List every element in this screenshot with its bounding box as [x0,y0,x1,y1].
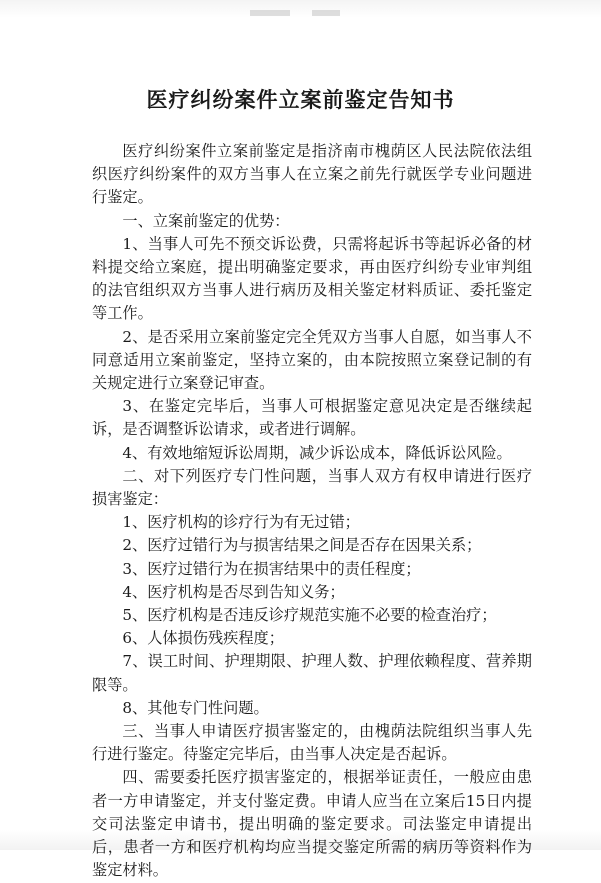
scan-header-marks [250,10,360,20]
intro-paragraph: 医疗纠纷案件立案前鉴定是指济南市槐荫区人民法院依法组织医疗纠纷案件的双方当事人在立案之前先行就医学专业问题进行鉴定。 [92,142,532,207]
list-item: 1、医疗机构的诊疗行为有无过错； [122,513,360,532]
list-item: 2、是否采用立案前鉴定完全凭双方当事人自愿，如当事人不同意适用立案前鉴定，坚持立案的，由本院按照立案登记制的有关规定进行立案登记审查。 [92,327,532,393]
document-body [92,140,532,883]
list-item: 3、医疗过错行为在损害结果中的责任程度； [122,559,421,578]
list-item: 4、医疗机构是否尽到告知义务； [122,582,345,601]
list-item: 2、医疗过错行为与损害结果之间是否存在因果关系； [122,536,482,555]
list-item: 5、医疗机构是否违反诊疗规范实施不必要的检查治疗； [122,606,497,625]
list-item: 4、有效地缩短诉讼周期，减少诉讼成本，降低诉讼风险。 [122,443,512,462]
list-item: 8、其他专门性问题。 [122,698,269,717]
section-paragraph: 四、需要委托医疗损害鉴定的，根据举证责任，一般应由患者一方申请鉴定，并支付鉴定费。申请人应当在立案后15日内提交司法鉴定申请书，提出明确的鉴定要求。司法鉴定申请提出后，患者一方和医疗机构均应当提交鉴定所需的病历等资料作为鉴定材料。 [92,768,532,880]
list-item: 7、误工时间、护理期限、护理人数、护理依赖程度、营养期限等。 [92,652,532,694]
list-item: 1、当事人可先不预交诉讼费，只需将起诉书等起诉必备的材料提交给立案庭，提出明确鉴定要求，再由医疗纠纷专业审判组的法官组织双方当事人进行病历及相关鉴定材料质证、委托鉴定等工作。 [92,234,532,323]
scan-mark [312,10,340,16]
list-item: 3、在鉴定完毕后，当事人可根据鉴定意见决定是否继续起诉，是否调整诉讼请求，或者进行调解。 [92,397,532,439]
section-heading: 一、立案前鉴定的优势： [122,211,290,230]
section-heading: 二、对下列医疗专门性问题，当事人双方有权申请进行医疗损害鉴定： [92,466,532,509]
section-paragraph: 三、当事人申请医疗损害鉴定的，由槐荫法院组织当事人先行进行鉴定。待鉴定完毕后，由当事人决定是否起诉。 [92,722,532,764]
document-title: 医疗纠纷案件立案前鉴定告知书 [146,87,455,112]
list-item: 6、人体损伤残疾程度； [122,629,284,648]
scan-mark [250,10,290,16]
